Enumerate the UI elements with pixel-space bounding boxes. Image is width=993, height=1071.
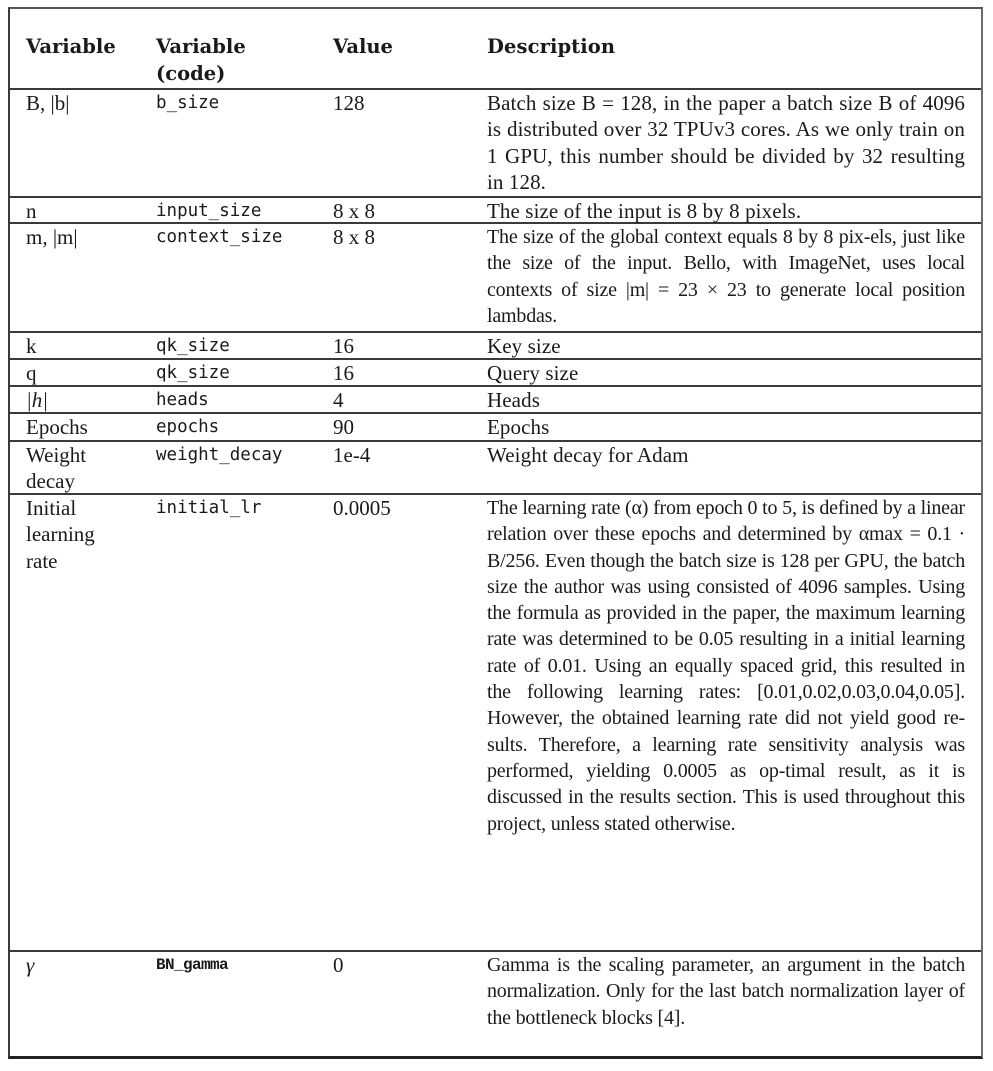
table-header-row <box>10 9 981 90</box>
cell-variable: Weight decay <box>26 443 87 494</box>
table-row <box>10 442 981 495</box>
cell-variable: |h| <box>26 388 49 412</box>
table-row <box>10 952 981 1058</box>
cell-value: 0 <box>333 953 344 977</box>
cell-variable: Initial learning rate <box>26 496 95 573</box>
cell-description: The learning rate (α) from epoch 0 to 5, is defined by a linear relation over these epochs and determined by αmax = 0.1 · B/256. Even though the batch size is 128 per GPU, the batch size the author was using consisted of 4096 samples. Using the formula as provided in the paper, the maximum learning rate was determined to be 0.05 resulting in a initial learning rate of 0.01. Using an equally spaced grid, this resulted in the following learning rates: [0.01,0.02,0.03,0.04,0.05]. However, the obtained learning rate did not yield good re-sults. Therefore, a learning rate sensitivity analysis was performed, yielding 0.0005 as op-timal result, as it is discussed in the results section. This is used throughout this project, unless stated otherwise. <box>487 497 965 835</box>
cell-code: input_size <box>156 201 262 221</box>
table-row <box>10 333 981 360</box>
cell-variable: m, |m| <box>26 225 78 249</box>
cell-code: heads <box>156 390 209 410</box>
header-value: Value <box>333 35 393 58</box>
cell-value: 0.0005 <box>333 496 391 520</box>
cell-value: 16 <box>333 361 354 385</box>
header-variable-code-line2: (code) <box>156 62 226 85</box>
cell-value: 8 x 8 <box>333 225 375 249</box>
cell-code: epochs <box>156 417 220 437</box>
cell-description: The size of the global context equals 8 by 8 pix-els, just like the size of the input. Bello, with ImageNet, uses local contexts of size |m| = 23 × 23 to generate local position lambdas. <box>487 226 965 327</box>
cell-value: 1e-4 <box>333 443 371 467</box>
header-variable-code-line1: Variable <box>156 35 246 58</box>
cell-code: initial_lr <box>156 498 262 518</box>
hyperparameter-table <box>8 7 983 1059</box>
cell-description: Weight decay for Adam <box>487 443 689 467</box>
cell-description: Key size <box>487 334 561 358</box>
cell-value: 128 <box>333 91 365 115</box>
cell-description: Epochs <box>487 415 550 439</box>
cell-value: 90 <box>333 415 354 439</box>
cell-value: 4 <box>333 388 344 412</box>
cell-variable: q <box>26 361 37 385</box>
cell-variable: B, |b| <box>26 91 70 115</box>
cell-description: Query size <box>487 361 579 385</box>
cell-variable: γ <box>26 953 35 977</box>
cell-variable: k <box>26 334 37 358</box>
header-description: Description <box>487 35 616 58</box>
cell-variable: Epochs <box>26 415 88 439</box>
cell-description: Batch size B = 128, in the paper a batch size B of 4096 is distributed over 32 TPUv3 cores. As we only train on 1 GPU, this number should be divided by 32 resulting in 128. <box>487 91 965 194</box>
table-row <box>10 198 981 224</box>
cell-code: context_size <box>156 227 283 247</box>
cell-variable: n <box>26 199 37 223</box>
cell-code: weight_decay <box>156 445 283 465</box>
table-row <box>10 90 981 198</box>
table-row <box>10 360 981 387</box>
cell-description: The size of the input is 8 by 8 pixels. <box>487 199 802 223</box>
header-variable-code <box>156 33 331 87</box>
table-row <box>10 414 981 442</box>
cell-description: Gamma is the scaling parameter, an argument in the batch normalization. Only for the last batch normalization layer of the bottleneck blocks [4]. <box>487 954 965 1029</box>
cell-code: qk_size <box>156 336 230 356</box>
cell-value: 16 <box>333 334 354 358</box>
header-variable: Variable <box>26 35 116 58</box>
table-row <box>10 387 981 414</box>
table-row <box>10 495 981 952</box>
cell-code: b_size <box>156 93 220 113</box>
cell-value: 8 x 8 <box>333 199 375 223</box>
cell-code: qk_size <box>156 363 230 383</box>
cell-code: BN_gamma <box>156 956 229 974</box>
table-row <box>10 224 981 333</box>
cell-description: Heads <box>487 388 540 412</box>
